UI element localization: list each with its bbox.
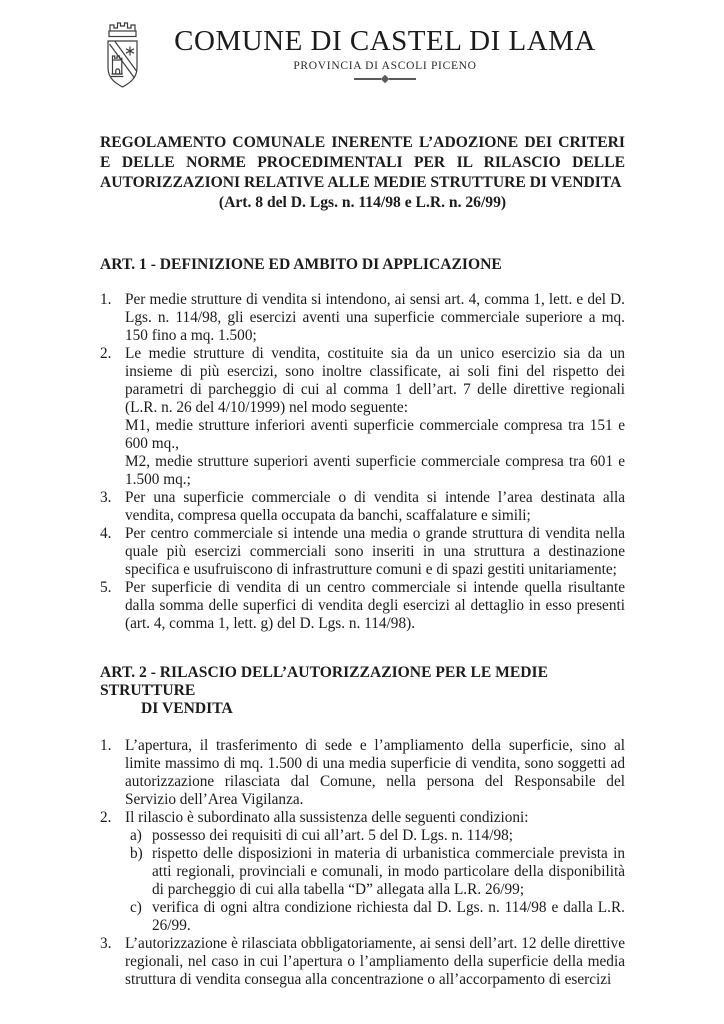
sub-paragraph: M2, medie strutture superiori aventi superficie commerciale compresa tra 601 e 1.500 mq.;	[125, 453, 625, 488]
item-body	[125, 489, 625, 525]
item-number: 1.	[100, 291, 112, 308]
item-text: Per centro commerciale si intende una media o grande struttura di vendita nella quale più esercizi commerciali sono inseriti in una struttura a destinazione specifica e usufruiscono di infrastrutture comuni e di spazi gestiti unitariamente;	[125, 525, 625, 578]
list-item	[100, 579, 625, 633]
item-body	[125, 525, 625, 579]
article-1-heading	[100, 256, 625, 274]
item-body	[125, 737, 625, 809]
item-number: 1.	[100, 737, 112, 754]
list-item	[100, 737, 625, 809]
sub-item-text: rispetto delle disposizioni in materia di urbanistica commerciale prevista in atti regionali, provinciali e comunali, in modo particolare della disponibilità di parcheggio di cui alla tabella “D” allegata alla L.R. 26/99;	[152, 845, 625, 898]
item-body	[125, 809, 625, 935]
item-text: Per medie strutture di vendita si intendono, ai sensi art. 4, comma 1, lett. e del D. Lgs. n. 114/98, gli esercizi aventi una superficie commerciale superiore a mq. 150 fino a mq. 1.500;	[125, 291, 625, 344]
heading-line: ART. 2 - RILASCIO DELL’AUTORIZZAZIONE PER LE MEDIE STRUTTURE	[100, 664, 549, 699]
list-item	[100, 291, 625, 345]
article-1-list	[100, 291, 625, 633]
list-item	[100, 525, 625, 579]
regulation-title: REGOLAMENTO COMUNALE INERENTE L’ADOZIONE DEI CRITERI E DELLE NORME PROCEDIMENTALI PER IL RILASCIO DELLE AUTORIZZAZIONI RELATIVE ALLE MEDIE STRUTTURE DI VENDITA	[100, 134, 625, 191]
municipal-crest-icon	[100, 18, 145, 100]
list-item	[100, 935, 625, 989]
sub-list-item	[125, 845, 625, 899]
article-2-section	[100, 664, 625, 989]
item-text: Il rilascio è subordinato alla sussistenza delle seguenti condizioni:	[125, 809, 529, 826]
list-item	[100, 809, 625, 935]
item-number: 3.	[100, 489, 112, 506]
article-1-section	[100, 256, 625, 633]
province-name: PROVINCIA DI ASCOLI PICENO	[293, 60, 477, 72]
municipality-name: COMUNE DI CASTEL DI LAMA	[174, 25, 596, 57]
item-body	[125, 935, 625, 989]
item-body	[125, 345, 625, 489]
sub-list-item	[125, 899, 625, 935]
divider-line	[354, 78, 381, 80]
sub-item-letter: c)	[130, 899, 142, 916]
item-body	[125, 579, 625, 633]
sub-item-text: possesso dei requisiti di cui all’art. 5 del D. Lgs. n. 114/98;	[152, 827, 513, 844]
sub-item-letter: b)	[130, 845, 143, 862]
diamond-divider-icon	[381, 75, 389, 83]
sub-list-item	[125, 827, 625, 845]
regulation-subtitle: (Art. 8 del D. Lgs. n. 114/98 e L.R. n. 26/99)	[218, 194, 507, 211]
list-item	[100, 345, 625, 489]
item-number: 4.	[100, 525, 112, 542]
document-header	[100, 16, 625, 100]
item-number: 2.	[100, 345, 112, 362]
heading-line: ART. 1 - DEFINIZIONE ED AMBITO DI APPLICAZIONE	[100, 256, 502, 273]
item-text: Le medie strutture di vendita, costituite sia da un unico esercizio sia da un insieme di più esercizi, sono inoltre classificate, ai soli fini del rispetto dei parametri di parcheggio di cui al comma 1 dell’art. 7 delle direttive regionali (L.R. n. 26 del 4/10/1999) nel modo seguente:	[125, 345, 625, 416]
item-number: 2.	[100, 809, 112, 826]
list-item	[100, 489, 625, 525]
sub-item-letter: a)	[130, 827, 142, 844]
divider-line	[389, 78, 416, 80]
sub-item-text: verifica di ogni altra condizione richiesta dal D. Lgs. n. 114/98 e dalla L.R. 26/99.	[152, 899, 625, 934]
item-text: Per superficie di vendita di un centro commerciale si intende quella risultante dalla somma delle superfici di vendita degli esercizi al dettaglio in esso presenti (art. 4, comma 1, lett. g) del D. Lgs. n. 114/98).	[125, 579, 625, 632]
item-number: 5.	[100, 579, 112, 596]
item-body	[125, 291, 625, 345]
item-text: L’apertura, il trasferimento di sede e l’ampliamento della superficie, sino al limite massimo di mq. 1.500 di una media superficie di vendita, sono soggetti ad autorizzazione rilasciata dal Comune, nella persona del Responsabile del Servizio dell’Area Vigilanza.	[125, 737, 625, 808]
item-text: Per una superficie commerciale o di vendita si intende l’area destinata alla vendita, compresa quella occupata da banchi, scaffalature e simili;	[125, 489, 625, 524]
item-text: L’autorizzazione è rilasciata obbligatoriamente, ai sensi dell’art. 12 delle direttive regionali, nel caso in cui l’apertura o l’ampliamento della superficie della media struttura di vendita consegua alla concentrazione o all’accorpamento di esercizi	[125, 935, 625, 988]
heading-line: DI VENDITA	[141, 700, 233, 717]
header-divider	[145, 76, 625, 82]
article-2-list	[100, 737, 625, 989]
article-2-heading	[100, 664, 625, 718]
regulation-title-block	[100, 133, 625, 213]
item-number: 3.	[100, 935, 112, 952]
sub-paragraph: M1, medie strutture inferiori aventi superficie commerciale compresa tra 151 e 600 mq.,	[125, 417, 625, 452]
header-text-block	[145, 16, 625, 82]
